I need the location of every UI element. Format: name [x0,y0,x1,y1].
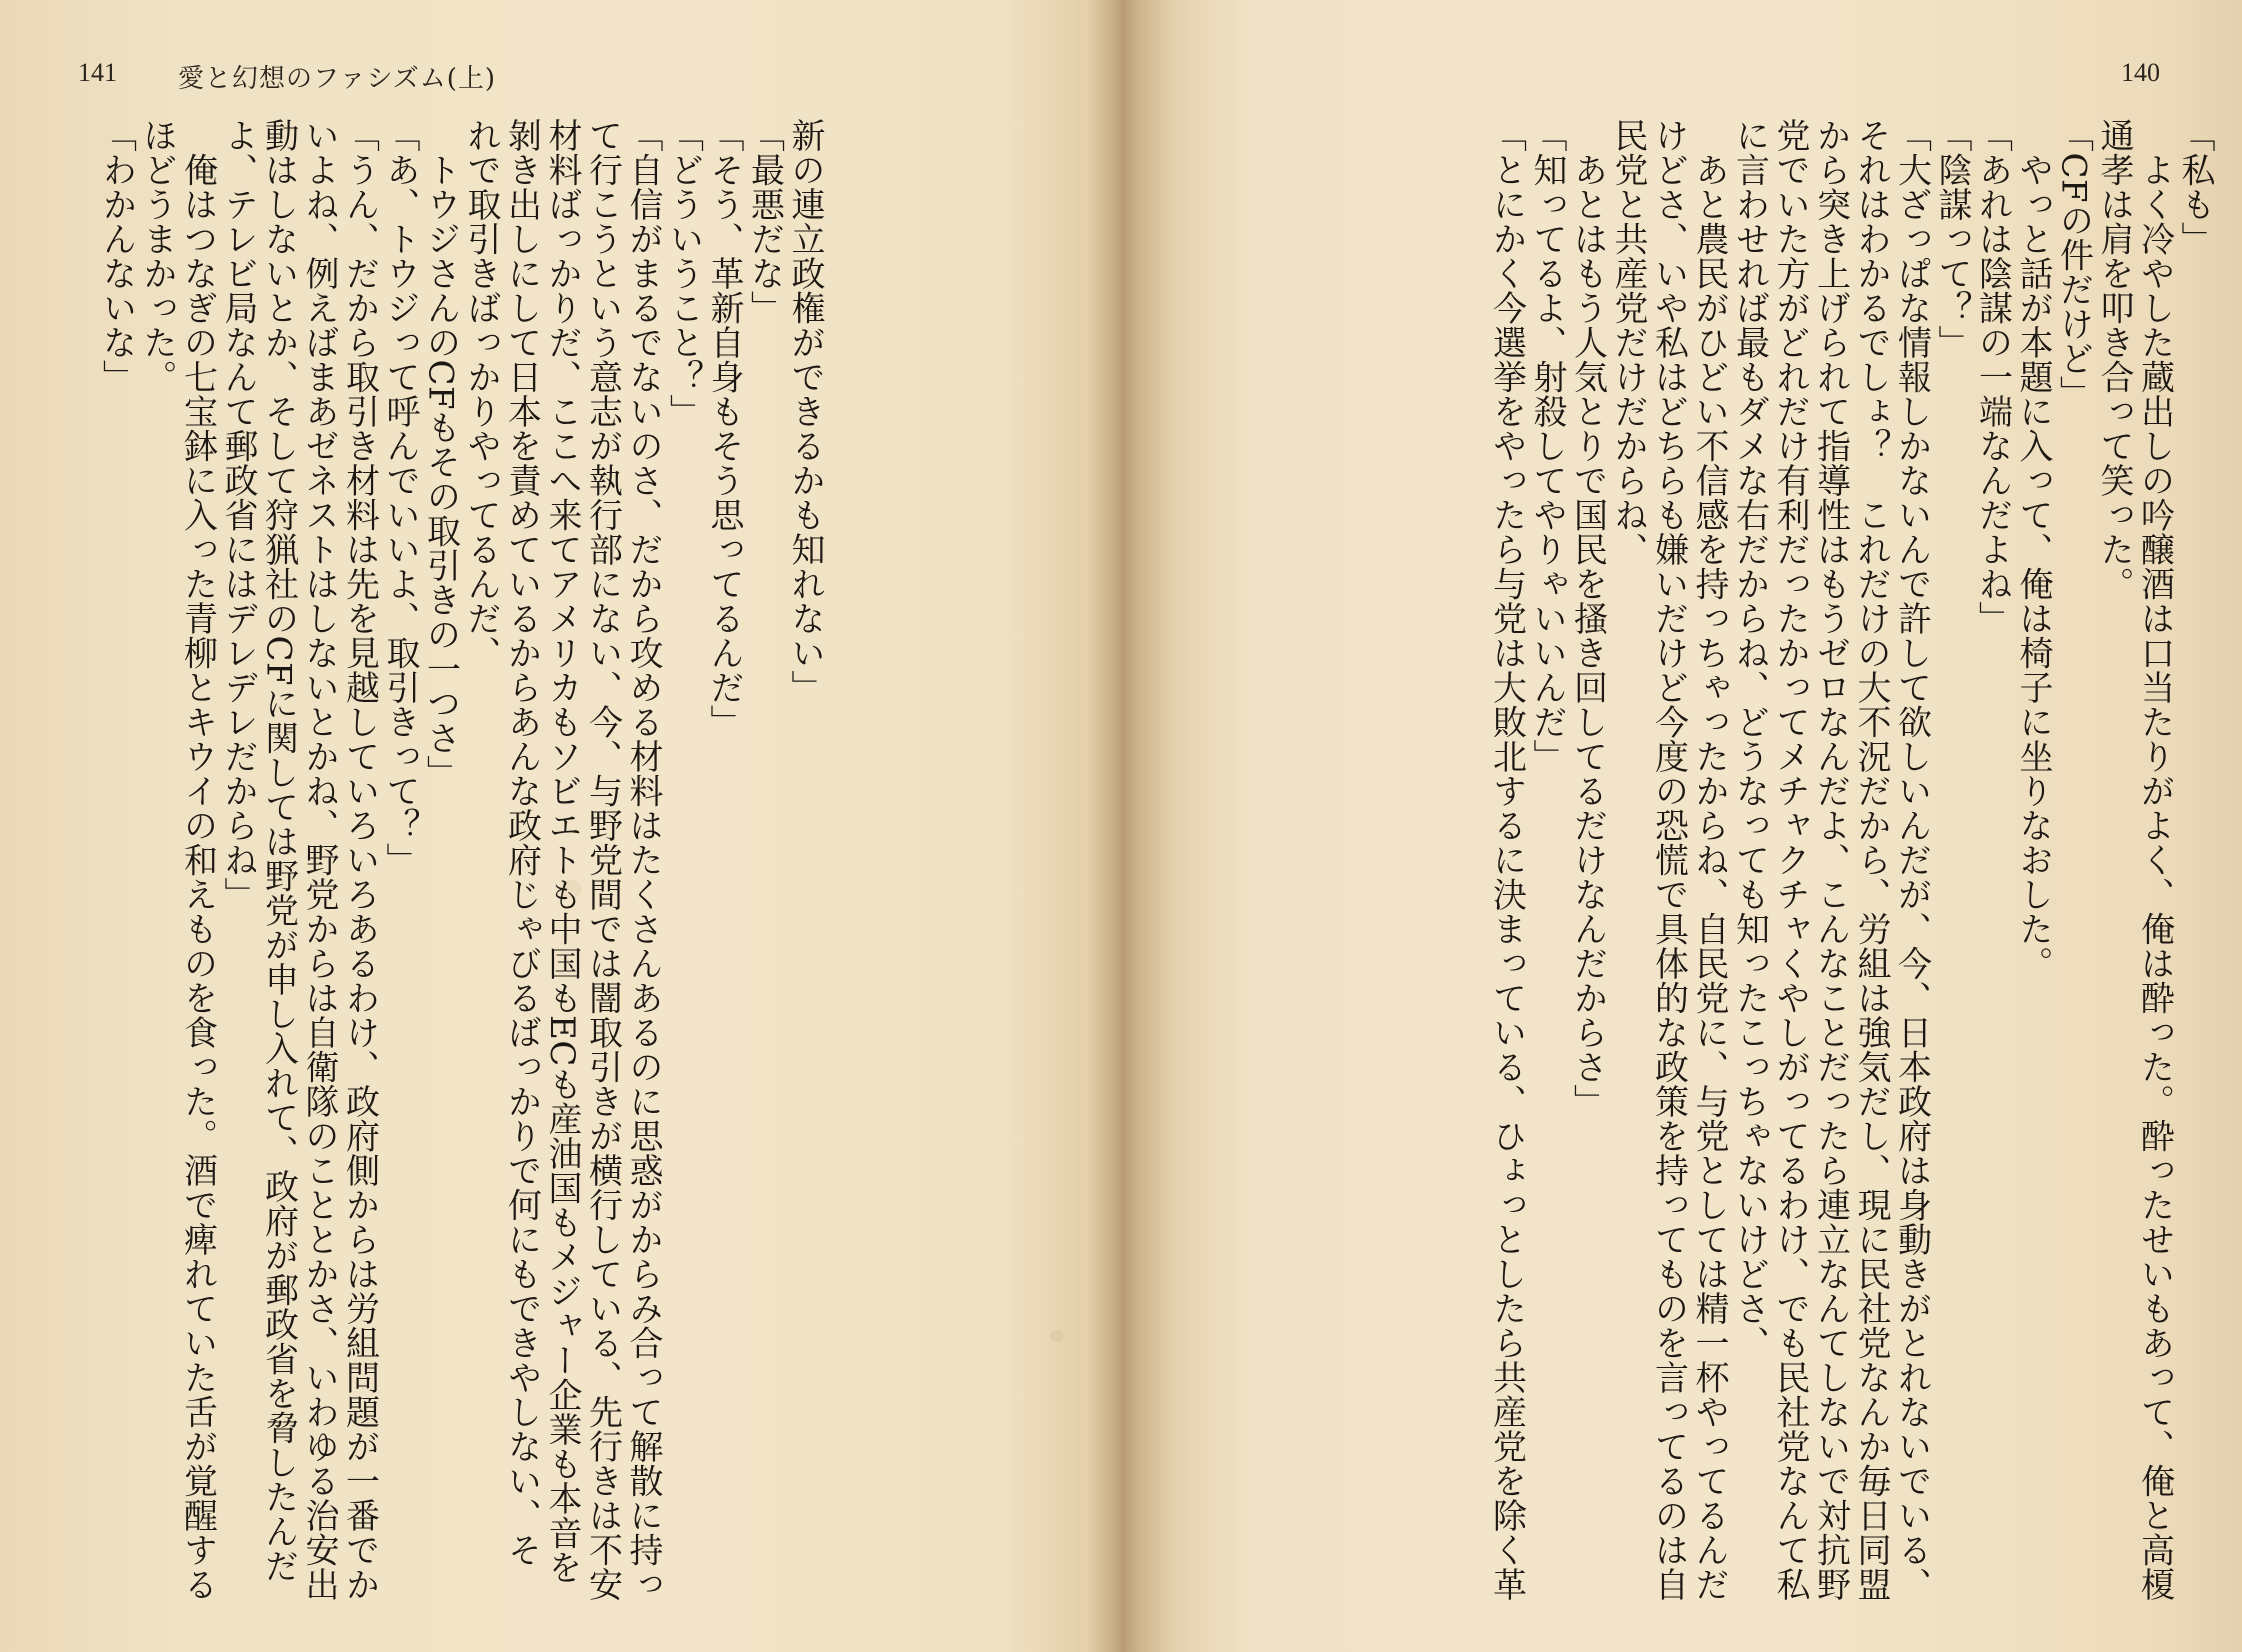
left-page [0,0,1120,1652]
right-page [1122,0,2242,1652]
text-line: 「そう、革新自身もそう思ってるんだ」 [704,118,744,739]
text-line: 民党と共産党だけだからね、 [1608,118,1648,567]
text-line: 材料ばっかりだ、ここへ来てアメリカもソビエトも中国もECも産油国もメジャー企業も本音を [542,118,582,1585]
text-line: 「あ、トウジって呼んでいいよ、取引きって？」 [380,118,420,877]
left-page-number: 141 [78,58,117,87]
text-line: 「陰謀って？」 [1932,118,1972,360]
text-line: 「あれは陰謀の一端なんだよね」 [1972,118,2013,636]
text-line: 動はしないとか、そして狩猟社のCFに関しては野党が申し入れて、政府が郵政省を脅したんだ [258,118,299,1584]
text-line: て行こうという意志が執行部にない、今、与野党間では闇取引きが横行している、先行きは不安 [582,118,623,1602]
running-head: 愛と幻想のファシズム(上) [178,64,496,94]
paper-stain [560,880,582,898]
text-line: やっと話が本題に入って、俺は椅子に坐りなおした。 [2013,118,2053,981]
text-line: 「どういうこと？」 [663,118,704,429]
text-line: から突き上げられて指導性はもうゼロなんだよ、こんなことだったら連立なんてしないで対抗野 [1810,118,1851,1602]
text-line: けどさ、いや私はどちらも嫌いだけど今度の恐慌で具体的な政策を持ってものを言ってるのは自 [1648,118,1689,1602]
left-page-body [80,118,825,1618]
text-line: あと農民がひどい不信感を持っちゃったからね、自民党に、与党としては精一杯やってるんだ [1689,118,1729,1602]
text-line: よ、テレビ局なんて郵政省にはデレデレだからね」 [218,118,258,912]
right-page-body [1210,118,2215,1618]
text-line: あとはもう人気とりで国民を搔き回してるだけなんだからさ」 [1567,118,1608,1119]
text-line: 「私も」 [2175,118,2215,256]
text-line: 「最悪だな」 [744,118,785,325]
text-line: 通孝は肩を叩き合って笑った。 [2094,118,2134,601]
text-line: 「知ってるよ、射殺してやりゃいいんだ」 [1527,118,1567,774]
text-line: 剝き出しにして日本を責めているからあんな政府じゃびるばっかりで何にもできやしない、そ [501,118,542,1567]
text-line: それはわかるでしょ？ これだけの大不況だから、労組は強気だし、現に民社党なんか毎日同盟 [1851,118,1891,1602]
text-line: いよね、例えばまあゼネストはしないとかね、野党からは自衛隊のこととかさ、いわゆる治安出 [299,118,339,1602]
text-line: 「とにかく今選挙をやったら与党は大敗北するに決まっている、ひょっとしたら共産党を除く革 [1486,118,1527,1602]
text-line: トウジさんのCFもその取引きの一つさ」 [420,118,461,790]
text-line: 俺はつなぎの七宝鉢に入った青柳とキウイの和えものを食った。酒で痺れていた舌が覚醒する [177,118,218,1602]
text-line: に言わせれば最もダメな右だからね、どうなっても知ったこっちゃないけどさ、 [1729,118,1770,1360]
text-line: 「大ざっぱな情報しかないんで許して欲しいんだが、今、日本政府は身動きがとれないでいる、 [1891,118,1932,1602]
text-line: 「CFの件だけど」 [2053,118,2094,411]
text-line: 「うん、だから取引き材料は先を見越していろいろあるわけ、政府側からは労組問題が一番でか [339,118,380,1602]
text-line: 「わかんないな」 [96,118,137,394]
paper-stain [1050,1330,1064,1342]
text-line: れで取引きばっかりやってるんだ、 [461,118,501,670]
text-line: 「自信がまるでないのさ、だから攻める材料はたくさんあるのに思惑がからみ合って解散に持っ [623,118,663,1602]
text-line: 党でいた方がどれだけ有利だったかってメチャクチャくやしがってるわけ、でも民社党なんて私 [1770,118,1810,1602]
text-line: 新の連立政権ができるかも知れない」 [785,118,825,705]
text-line: よく冷やした蔵出しの吟醸酒は口当たりがよく、俺は酔った。酔ったせいもあって、俺と高榎 [2134,118,2175,1602]
right-page-number: 140 [2121,58,2160,87]
text-line: ほどうまかった。 [137,118,177,394]
